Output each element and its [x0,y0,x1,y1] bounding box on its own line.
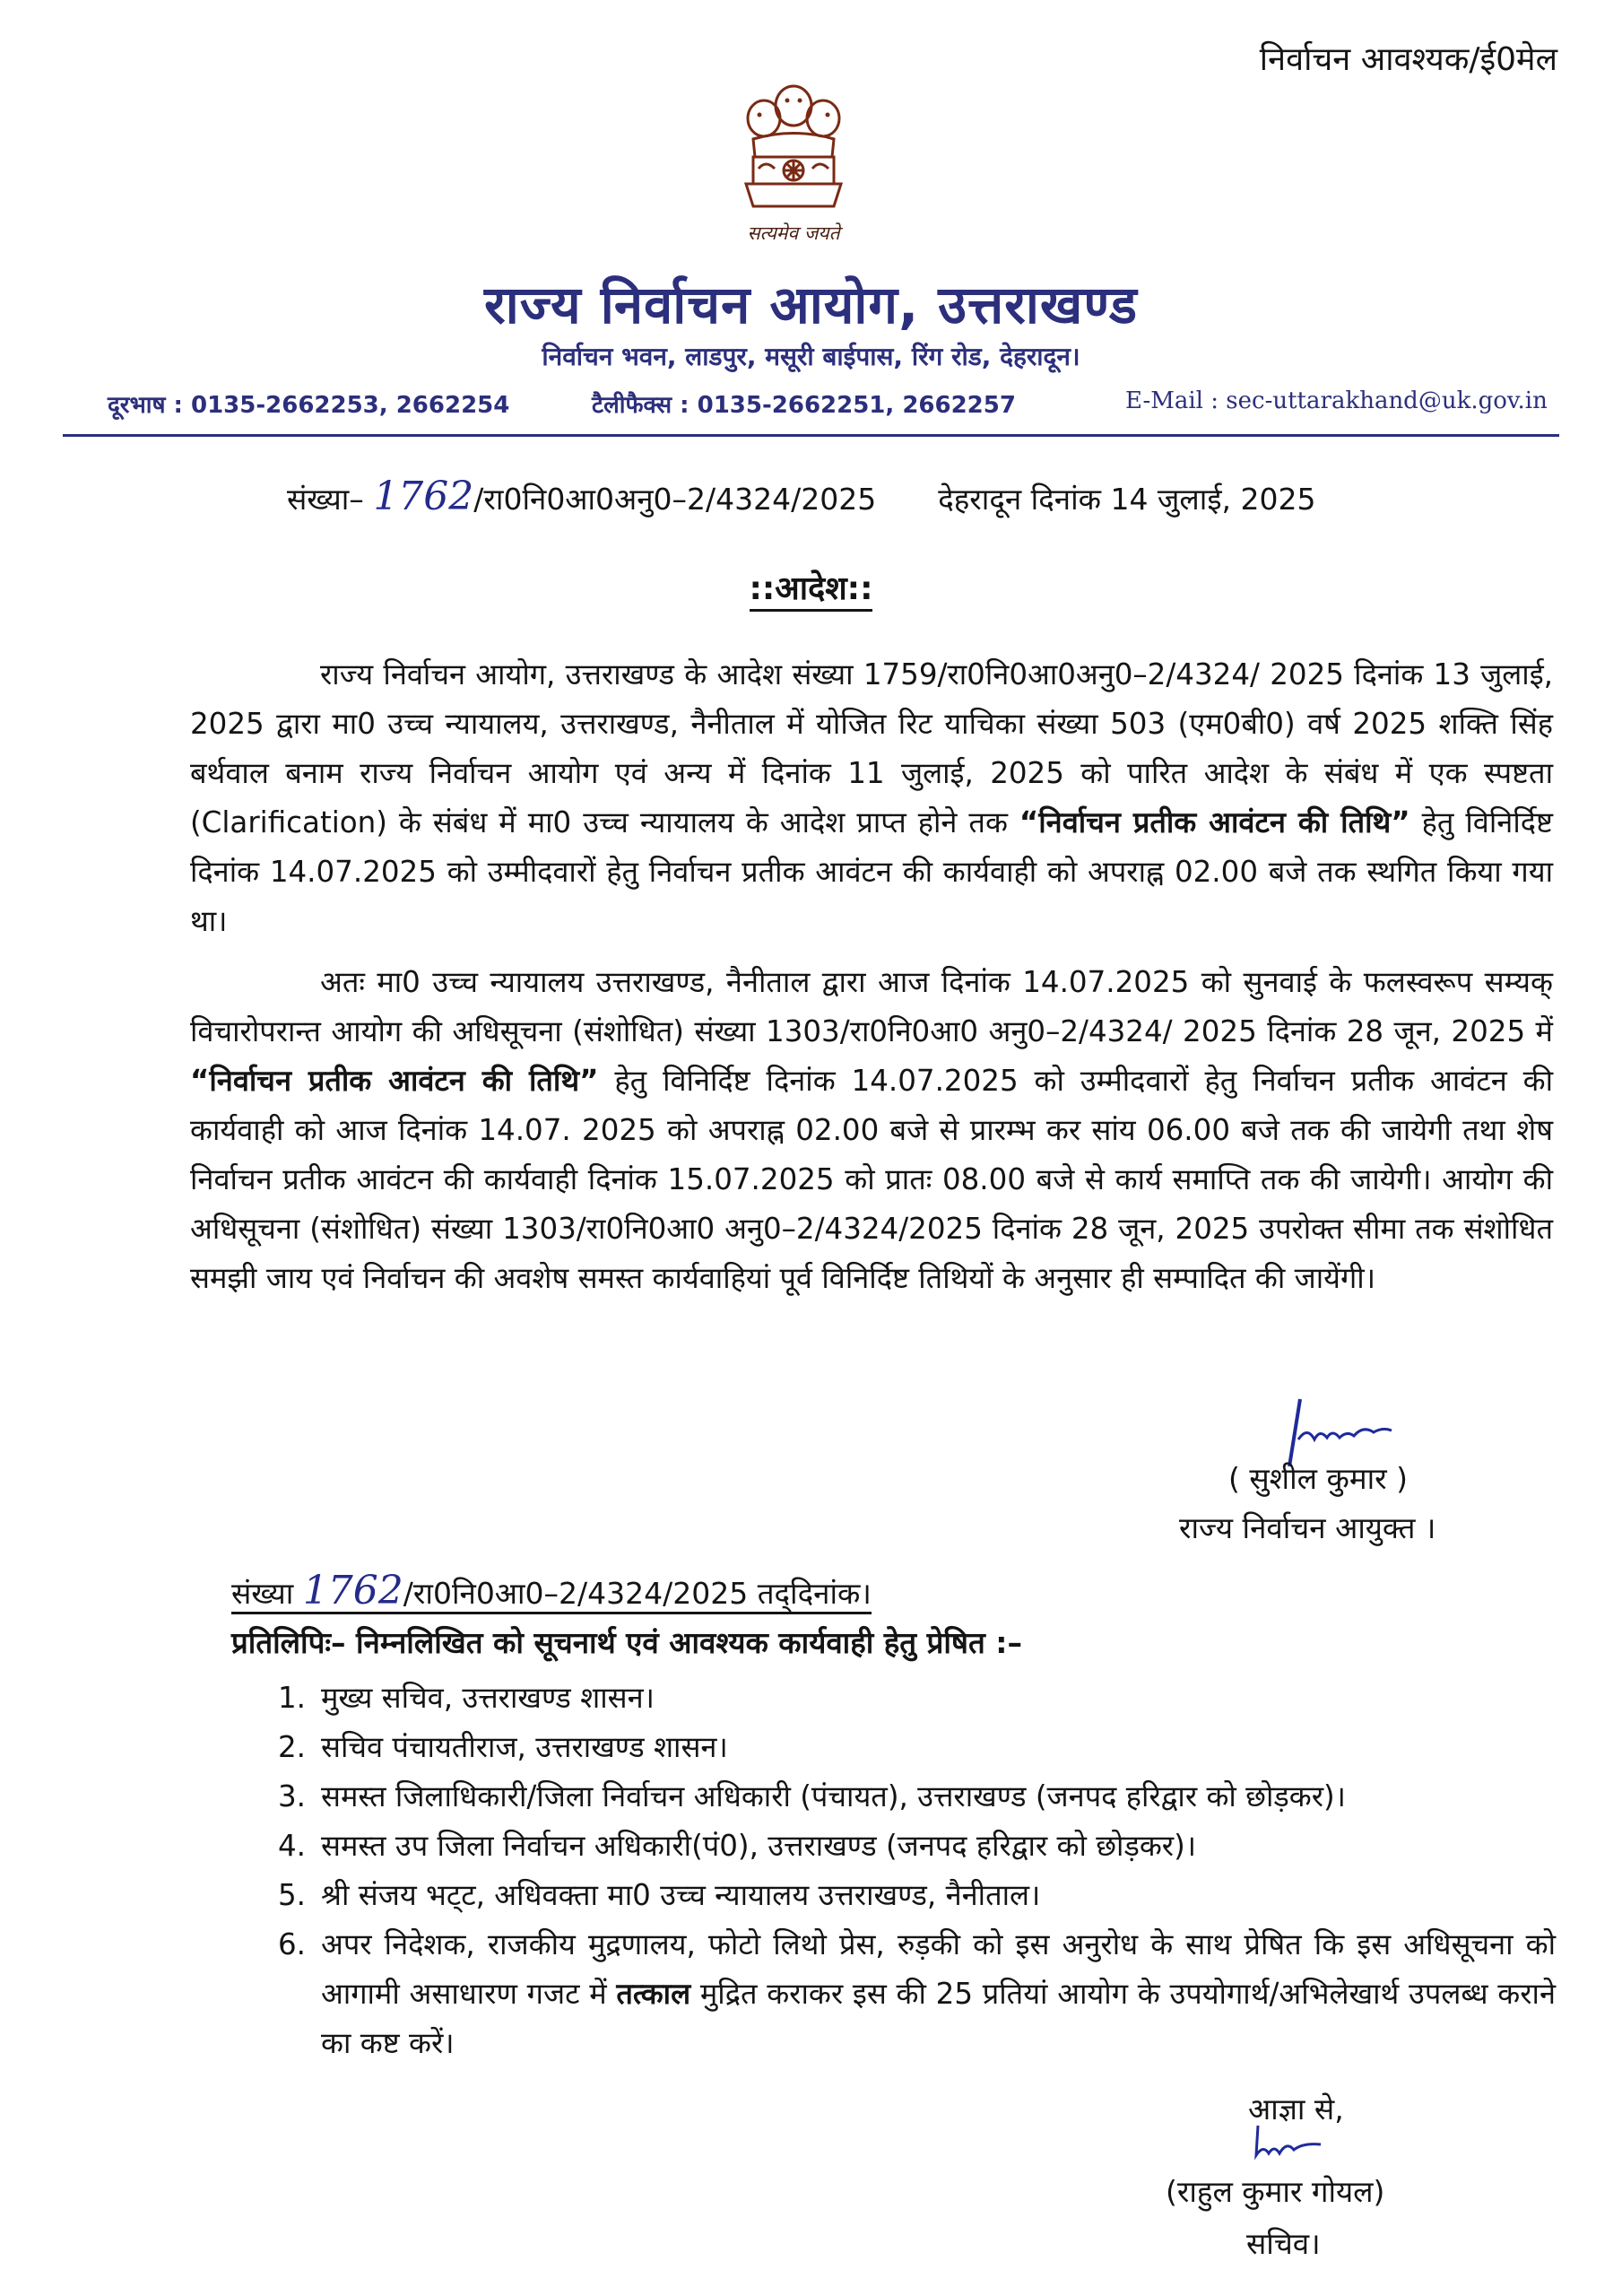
copy-intro: प्रतिलिपिः– निम्नलिखित को सूचनार्थ एवं आवश्यक कार्यवाही हेतु प्रेषित :– [231,1625,1022,1660]
copy-number-handwritten: 1762 [302,1568,403,1613]
order-title: ::आदेश:: [0,565,1622,609]
secretary-signature [1251,2121,1331,2161]
list-item: 5. श्री संजय भट्‌ट, अधिवक्ता मा0 उच्च न्यायालय उत्तराखण्ड, नैनीताल। [278,1878,1041,1912]
order-paragraph-1: राज्य निर्वाचन आयोग, उत्तराखण्ड के आदेश संख्या 1759/रा0नि0आ0अनु0–2/4324/ 2025 दिनांक 13 जुलाई, 2025 द्वारा मा0 उच्च न्यायालय, उत्तराखण्ड, नैनीताल में योजित रिट याचिका संख्या 503 (एम0बी0) वर्ष 2025 शक्ति सिंह बर्थवाल बनाम राज्य निर्वाचन आयोग एवं अन्य में दिनांक 11 जुलाई, 2025 को पारित आदेश के संबंध में एक स्पष्टता (Clarification) के संबंध में मा0 उच्च न्यायालय के आदेश प्राप्त होने तक “निर्वाचन प्रतीक आवंटन की तिथि” हेतु विनिर्दिष्ट दिनांक 14.07.2025 को उम्मीदवारों हेतु निर्वाचन प्रतीक आवंटन की कार्यवाही को अपराह्न 02.00 बजे तक स्थगित किया गया था। [190,657,1553,938]
fax-number: टैलीफैक्स : 0135-2662251, 2662257 [592,392,1016,419]
secretary-designation: सचिव। [1246,2226,1321,2261]
phone-number: दूरभाष : 0135-2662253, 2662254 [108,392,510,419]
ref-code: /रा0नि0आ0अनु0–2/4324/2025 [473,482,877,517]
emblem-motto: सत्यमेव जयते [747,222,840,244]
ref-prefix: संख्या– [287,482,364,517]
copy-reference: संख्या 1762/रा0नि0आ0–2/4324/2025 तद्‌दिनांक। [231,1568,872,1613]
list-item: 2. सचिव पंचायतीराज, उत्तराखण्ड शासन। [278,1730,728,1764]
order-paragraph-2: अतः मा0 उच्च न्यायालय उत्तराखण्ड, नैनीताल द्वारा आज दिनांक 14.07.2025 को सुनवाई के फलस्वरूप सम्यक् विचारोपरान्त आयोग की अधिसूचना (संशोधित) संख्या 1303/रा0नि0आ0 अनु0–2/4324/ 2025 दिनांक 28 जून, 2025 में “निर्वाचन प्रतीक आवंटन की तिथि” हेतु विनिर्दिष्ट दिनांक 14.07.2025 को उम्मीदवारों हेतु निर्वाचन प्रतीक आवंटन की कार्यवाही को आज दिनांक 14.07. 2025 को अपराह्न 02.00 बजे से प्रारम्भ कर सांय 06.00 बजे तक की जायेगी तथा शेष निर्वाचन प्रतीक आवंटन की कार्यवाही दिनांक 15.07.2025 को प्रातः 08.00 बजे से कार्य समाप्ति तक की जायेगी। आयोग की अधिसूचना (संशोधित) संख्या 1303/रा0नि0आ0 अनु0–2/4324/2025 दिनांक 28 जून, 2025 उपरोक्त सीमा तक संशोधित समझी जाय एवं निर्वाचन की अवशेष समस्त कार्यवाहियां पूर्व विनिर्दिष्ट तिथियों के अनुसार ही सम्पादित की जायेंगी। [190,965,1554,1295]
list-item: 3. समस्त जिलाधिकारी/जिला निर्वाचन अधिकारी (पंचायत), उत्तराखण्ड (जनपद हरिद्वार को छोड़कर)। [278,1779,1346,1813]
secretary-name: (राहुल कुमार गोयल) [1166,2174,1385,2209]
list-item: 1. मुख्य सचिव, उत्तराखण्ड शासन। [278,1681,655,1715]
place-date: देहरादून दिनांक 14 जुलाई, 2025 [938,482,1316,517]
commissioner-designation: राज्य निर्वाचन आयुक्त । [1179,1510,1436,1545]
header-divider [63,434,1559,437]
commission-address: निर्वाचन भवन, लाडपुर, मसूरी बाईपास, रिंग रोड, देहरादून। [542,342,1080,371]
email-address: E-Mail : sec-uttarakhand@uk.gov.in [1125,387,1548,414]
copy-recipient-list [278,1674,1556,2068]
ref-number-handwritten: 1762 [373,474,474,519]
list-item: 4. समस्त उप जिला निर्वाचन अधिकारी(पं0), उत्तराखण्ड (जनपद हरिद्वार को छोड़कर)। [278,1829,1197,1863]
commissioner-name: ( सुशील कुमार ) [1228,1461,1409,1496]
email-tag: निर्वाचन आवश्यक/ई0मेल [1259,41,1557,78]
list-item: 6. अपर निदेशक, राजकीय मुद्रणालय, फोटो लिथो प्रेस, रुड़की को इस अनुरोध के साथ प्रेषित कि इस अधिसूचना को आगामी असाधारण गजट में तत्काल मुद्रित कराकर इस की 25 प्रतियां आयोग के उपयोगार्थ/अभिलेखार्थ उपलब्ध कराने का कष्ट करें। [278,1927,1556,2060]
reference-line [287,474,1316,519]
by-order-text: आज्ञा से, [1248,2092,1344,2126]
state-emblem-icon [726,72,861,224]
commission-title: राज्य निर्वाचन आयोग, उत्तराखण्ड [484,274,1138,335]
